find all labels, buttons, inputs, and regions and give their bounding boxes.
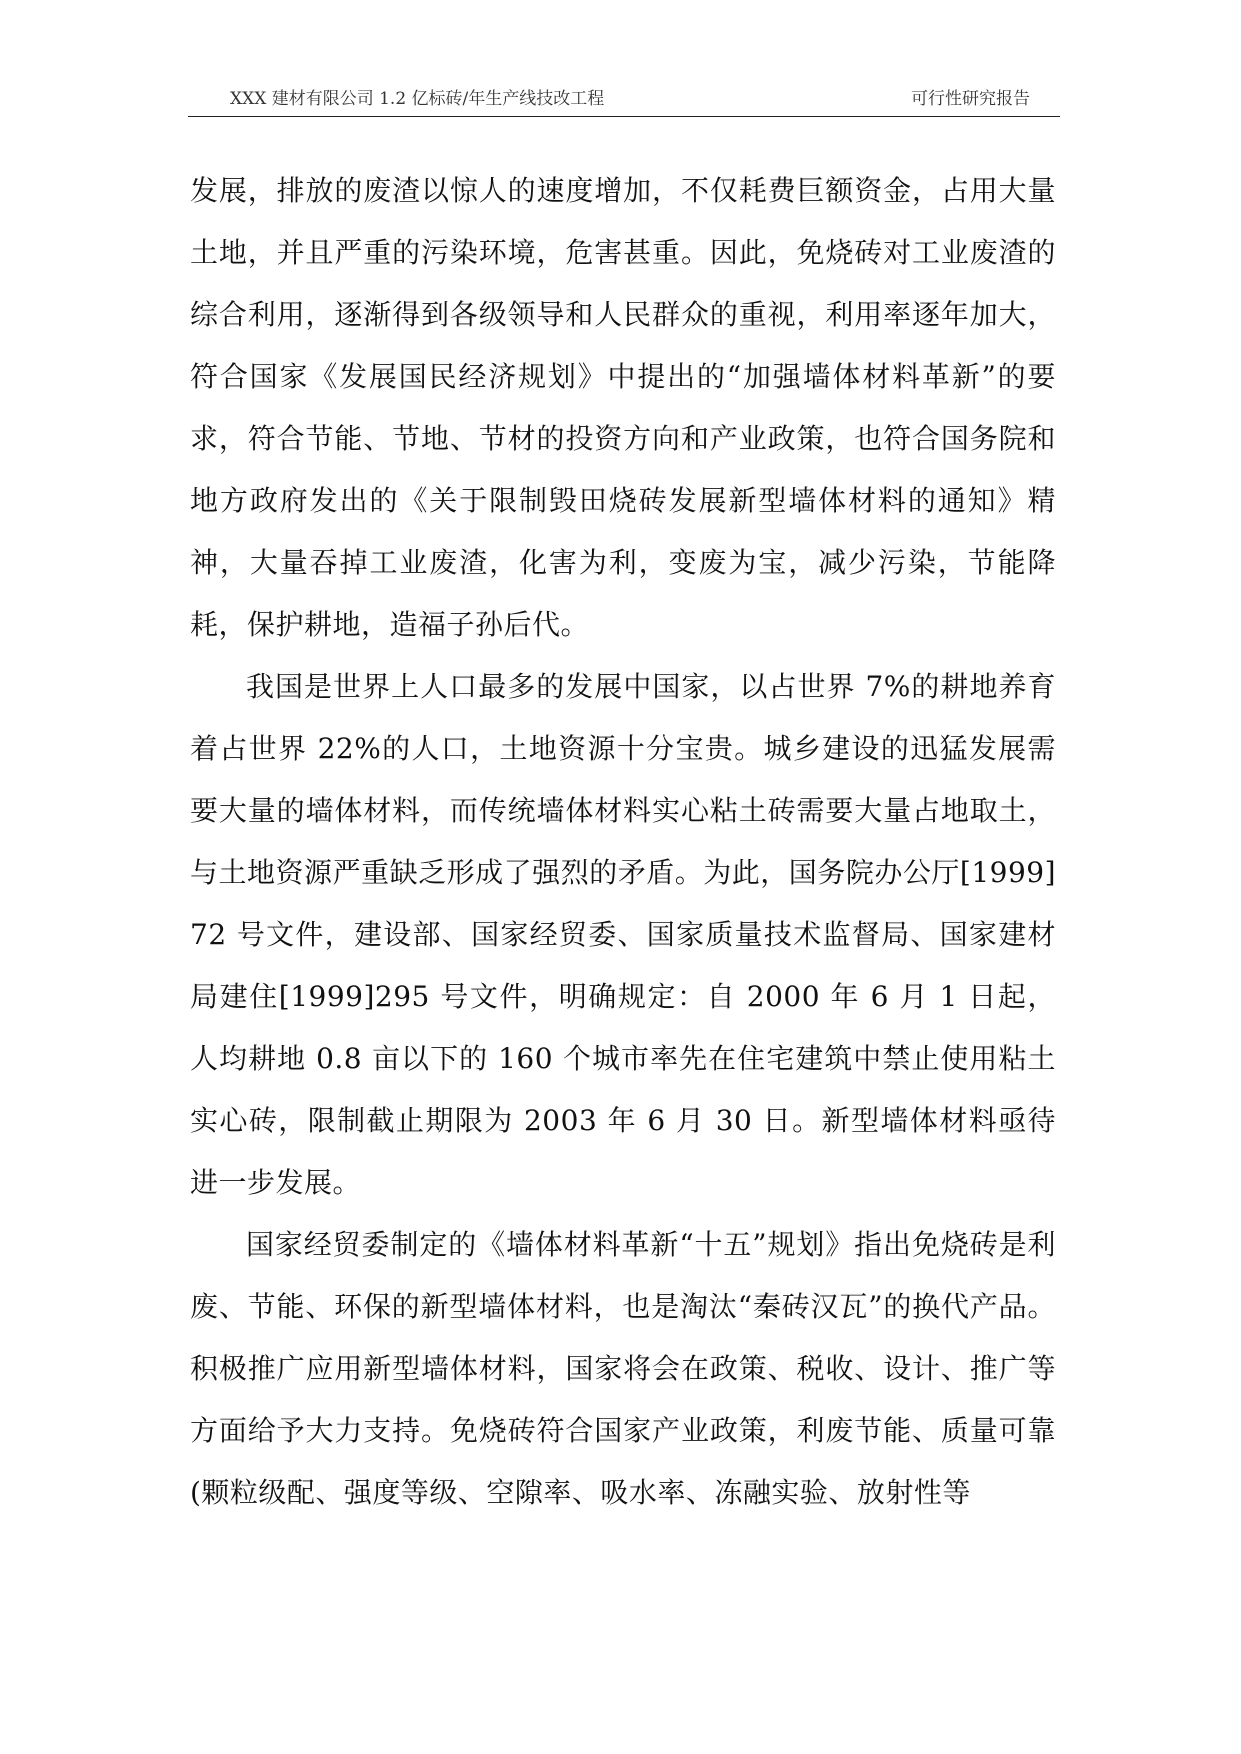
paragraph-land-resources: 我国是世界上人口最多的发展中国家，以占世界 7%的耕地养育着占世界 22%的人口，土地资源十分宝贵。城乡建设的迅猛发展需要大量的墙体材料，而传统墙体材料实心粘土砖需要大量占地取土，与土地资源严重缺乏形成了强烈的矛盾。为此，国务院办公厅[1999]72 号文件，建设部、国家经贸委、国家质量技术监督局、国家建材局建住[1999]295 号文件，明确规定：自 2000 年 6 月 1 日起，人均耕地 0.8 亩以下的 160 个城市率先在住宅建筑中禁止使用粘土实心砖，限制截止期限为 2003 年 6 月 30 日。新型墙体材料亟待进一步发展。: [190, 670, 1056, 1199]
document-body: [190, 160, 1056, 1524]
page-header: [188, 82, 1060, 117]
paragraph-wall-material-policy: 国家经贸委制定的《墙体材料革新“十五”规划》指出免烧砖是利废、节能、环保的新型墙体材料，也是淘汰“秦砖汉瓦”的换代产品。积极推广应用新型墙体材料，国家将会在政策、税收、设计、推广等方面给予大力支持。免烧砖符合国家产业政策，利废节能、质量可靠(颗粒级配、强度等级、空隙率、吸水率、冻融实验、放射性等: [190, 1228, 1056, 1509]
header-project-title: XXX 建材有限公司 1.2 亿标砖/年生产线技改工程: [230, 89, 605, 109]
paragraph-continued: 发展，排放的废渣以惊人的速度增加，不仅耗费巨额资金，占用大量土地，并且严重的污染环境，危害甚重。因此，免烧砖对工业废渣的综合利用，逐渐得到各级领导和人民群众的重视，利用率逐年加大，符合国家《发展国民经济规划》中提出的“加强墙体材料革新”的要求，符合节能、节地、节材的投资方向和产业政策，也符合国务院和地方政府发出的《关于限制毁田烧砖发展新型墙体材料的通知》精神，大量吞掉工业废渣，化害为利，变废为宝，减少污染，节能降耗，保护耕地，造福子孙后代。: [190, 174, 1056, 641]
header-report-type: 可行性研究报告: [911, 89, 1030, 109]
